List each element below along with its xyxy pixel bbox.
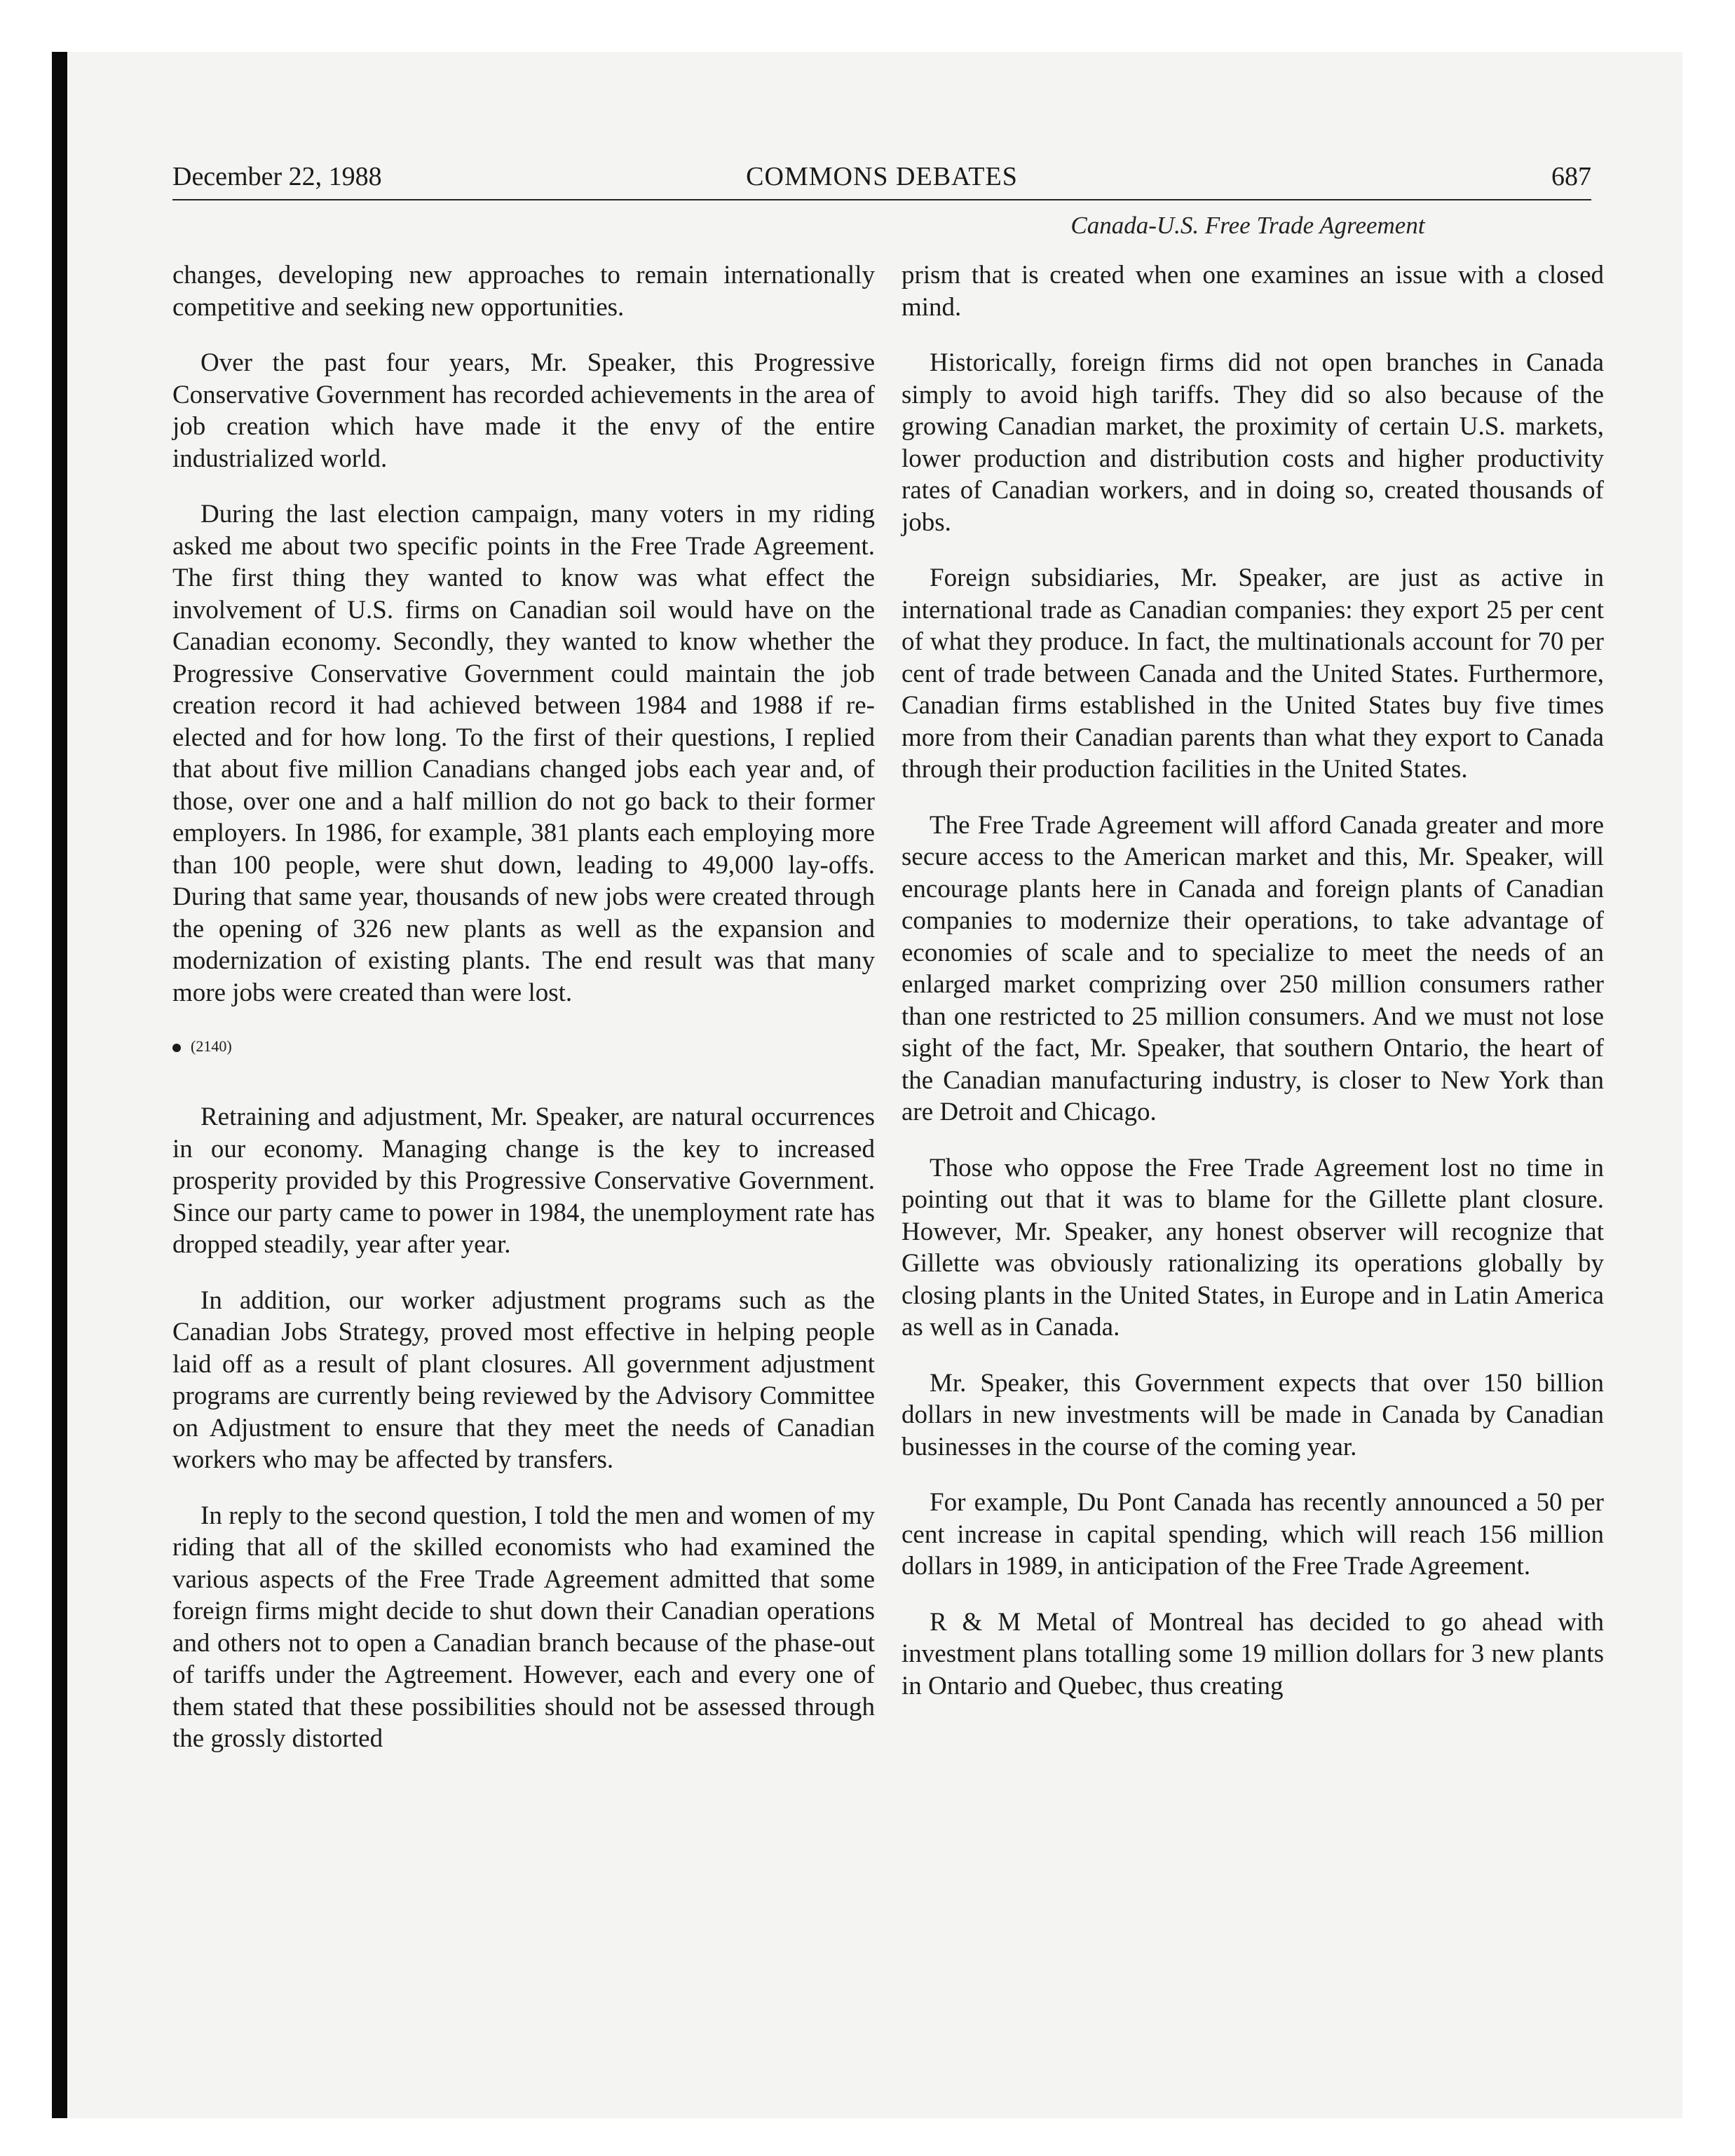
page-header [172, 158, 1591, 200]
time-marker [172, 1032, 875, 1060]
time-marker-label: (2140) [191, 1037, 232, 1055]
running-head: Canada-U.S. Free Trade Agreement [1070, 212, 1425, 239]
paragraph: Retraining and adjustment, Mr. Speaker, are natural occurrences in our economy. Managing change is the key to increased prosperity provided by this Progressive Conservative Government. Since our party came to power in 1984, the unemployment rate has dropped steadily, year after year. [172, 1103, 875, 1259]
paragraph: Foreign subsidiaries, Mr. Speaker, are just as active in international trade as Canadian companies: they export 25 per cent of what they produce. In fact, the multinationals account for 70 per cent of trade between Canada and the United States. Furthermore, Canadian firms established in the United States buy five times more from their Canadian parents than what they export to Canada through their production facilities in the United States. [901, 564, 1604, 784]
paragraph: Mr. Speaker, this Government expects that over 150 billion dollars in new investments will be made in Canada by Canadian businesses in the course of the coming year. [901, 1368, 1604, 1461]
right-column [901, 259, 1604, 1726]
left-column [172, 259, 875, 1779]
header-date: December 22, 1988 [172, 162, 382, 191]
paragraph: For example, Du Pont Canada has recently announced a 50 per cent increase in capital spending, which will reach 156 million dollars in 1989, in anticipation of the Free Trade Agreement. [901, 1488, 1604, 1581]
paragraph: changes, developing new approaches to remain internationally competitive and seeking new opportunities. [172, 261, 875, 322]
paragraph: prism that is created when one examines an issue with a closed mind. [901, 261, 1604, 322]
header-publication: COMMONS DEBATES [746, 162, 1018, 191]
scan-edge [52, 52, 67, 2118]
paragraph: The Free Trade Agreement will afford Canada greater and more secure access to the American market and this, Mr. Speaker, will encourage plants here in Canada and foreign plants of Canadian companies to modernize their operations, to take advantage of economies of scale and to specialize to meet the needs of an enlarged market comprizing over 250 million consumers rather than one restricted to 25 million consumers. And we must not lose sight of the fact, Mr. Speaker, that southern Ontario, the heart of the Canadian manufacturing industry, is closer to New York than are Detroit and Chicago. [901, 810, 1604, 1126]
bullet-icon [172, 1044, 181, 1052]
paragraph: During the last election campaign, many voters in my riding asked me about two specific points in the Free Trade Agreement. The first thing they wanted to know was what effect the involvement of U.S. firms on Canadian soil would have on the Canadian economy. Secondly, they wanted to know whether the Progressive Conservative Government could maintain the job creation record it had achieved between 1984 and 1988 if re-elected and for how long. To the first of their questions, I replied that about five million Canadians changed jobs each year and, of those, over one and a half million do not go back to their former employers. In 1986, for example, 381 plants each employing more than 100 people, were shut down, leading to 49,000 lay-offs. During that same year, thousands of new jobs were created through the opening of 326 new plants as well as the expansion and modernization of existing plants. The end result was that many more jobs were created than were lost. [172, 500, 875, 1007]
paragraph: Those who oppose the Free Trade Agreement lost no time in pointing out that it was to blame for the Gillette plant closure. However, Mr. Speaker, any honest observer will recognize that Gillette was obviously rationalizing its operations globally by closing plants in the United States, in Europe and in Latin America as well as in Canada. [901, 1153, 1604, 1342]
header-page-number: 687 [1551, 162, 1591, 191]
paragraph: In reply to the second question, I told the men and women of my riding that all of the skilled economists who had examined the various aspects of the Free Trade Agreement admitted that some foreign firms might decide to shut down their Canadian operations and others not to open a Canadian branch because of the phase-out of tariffs under the Agtreement. However, each and every one of them stated that these possibilities should not be assessed through the grossly distorted [172, 1501, 875, 1753]
paragraph: Historically, foreign firms did not open branches in Canada simply to avoid high tariffs. They did so also because of the growing Canadian market, the proximity of certain U.S. markets, lower production and distribution costs and higher productivity rates of Canadian workers, and in doing so, created thousands of jobs. [901, 348, 1604, 537]
paragraph: Over the past four years, Mr. Speaker, this Progressive Conservative Government has recorded achievements in the area of job creation which have made it the envy of the entire industrialized world. [172, 348, 875, 473]
paragraph: In addition, our worker adjustment programs such as the Canadian Jobs Strategy, proved most effective in helping people laid off as a result of plant closures. All government adjustment programs are currently being reviewed by the Advisory Committee on Adjustment to ensure that they meet the needs of Canadian workers who may be affected by transfers. [172, 1285, 875, 1474]
paragraph: R & M Metal of Montreal has decided to go ahead with investment plans totalling some 19 million dollars for 3 new plants in Ontario and Quebec, thus creating [901, 1607, 1604, 1700]
